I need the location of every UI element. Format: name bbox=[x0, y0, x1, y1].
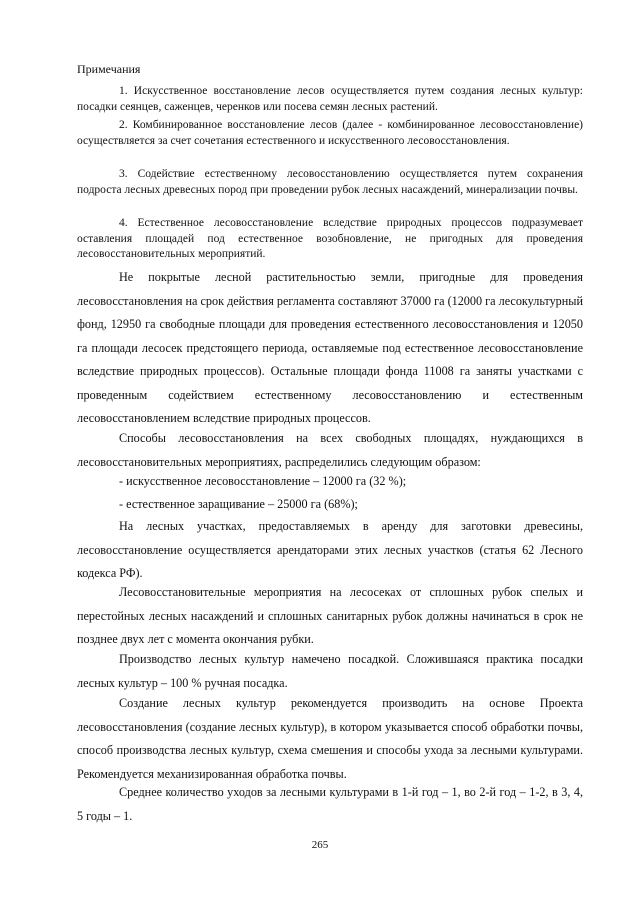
note-4: 4. Естественное лесовосстановление вследствие природных процессов подразумевает оставления площадей под естественное возобновление, не пригодных для проведения лесовосстановительных мероприятий. bbox=[77, 217, 583, 260]
notes-heading: Примечания bbox=[77, 62, 141, 76]
paragraph-reforestation-methods: Способы лесовосстановления на всех свободных площадях, нуждающихся в лесовосстановительных мероприятиях, распределились следующим образом: bbox=[77, 431, 583, 469]
note-2: 2. Комбинированное восстановление лесов (далее - комбинированное лесовосстановление) осуществляется за счет сочетания естественного и искусственного лесовосстановления. bbox=[77, 119, 583, 147]
paragraph-planting-practice: Производство лесных культур намечено посадкой. Сложившаяся практика посадки лесных культур – 100 % ручная посадка. bbox=[77, 652, 583, 690]
list-item-artificial: - искусственное лесовосстановление – 12000 га (32 %); bbox=[119, 474, 407, 488]
paragraph-project-recommendation: Создание лесных культур рекомендуется производить на основе Проекта лесовосстановления (создание лесных культур), в котором указывается способ обработки почвы, способ производства лесных культур, схема смешения и способы ухода за лесными культурами. Рекомендуется механизированная обработка почвы. bbox=[77, 696, 583, 781]
list-item-natural: - естественное заращивание – 25000 га (68%); bbox=[119, 497, 358, 511]
paragraph-lease-plots: На лесных участках, предоставляемых в аренду для заготовки древесины, лесовосстановление осуществляется арендаторами этих лесных участков (статья 62 Лесного кодекса РФ). bbox=[77, 519, 583, 580]
paragraph-clearcut-deadlines: Лесовосстановительные мероприятия на лесосеках от сплошных рубок спелых и перестойных лесных насаждений и сплошных санитарных рубок должны начинаться в срок не позднее двух лет с момента окончания рубки. bbox=[77, 585, 583, 646]
paragraph-unforested-lands: Не покрытые лесной растительностью земли, пригодные для проведения лесовосстановления на срок действия регламента составляют 37000 га (12000 га лесокультурный фонд, 12950 га свободные площади для проведения естественного лесовосстановления и 12050 га площади лесосек предстоящего периода, оставляемые под естественное лесовосстановление вследствие природных процессов). Остальные площади фонда 11008 га заняты участками с проведенным содействием естественному лесовосстановлению и естественным лесовосстановлением вследствие природных процессов. bbox=[77, 270, 583, 425]
note-3: 3. Содействие естественному лесовосстановлению осуществляется путем сохранения подроста лесных древесных пород при проведении рубок лесных насаждений, минерализации почвы. bbox=[77, 168, 583, 196]
page-number: 265 bbox=[311, 839, 329, 851]
note-1: 1. Искусственное восстановление лесов осуществляется путем создания лесных культур: посадки сеянцев, саженцев, черенков или посева семян лесных растений. bbox=[77, 85, 583, 113]
paragraph-care-frequency: Среднее количество уходов за лесными культурами в 1-й год – 1, во 2-й год – 1-2, в 3, 4, 5 годы – 1. bbox=[77, 785, 583, 823]
